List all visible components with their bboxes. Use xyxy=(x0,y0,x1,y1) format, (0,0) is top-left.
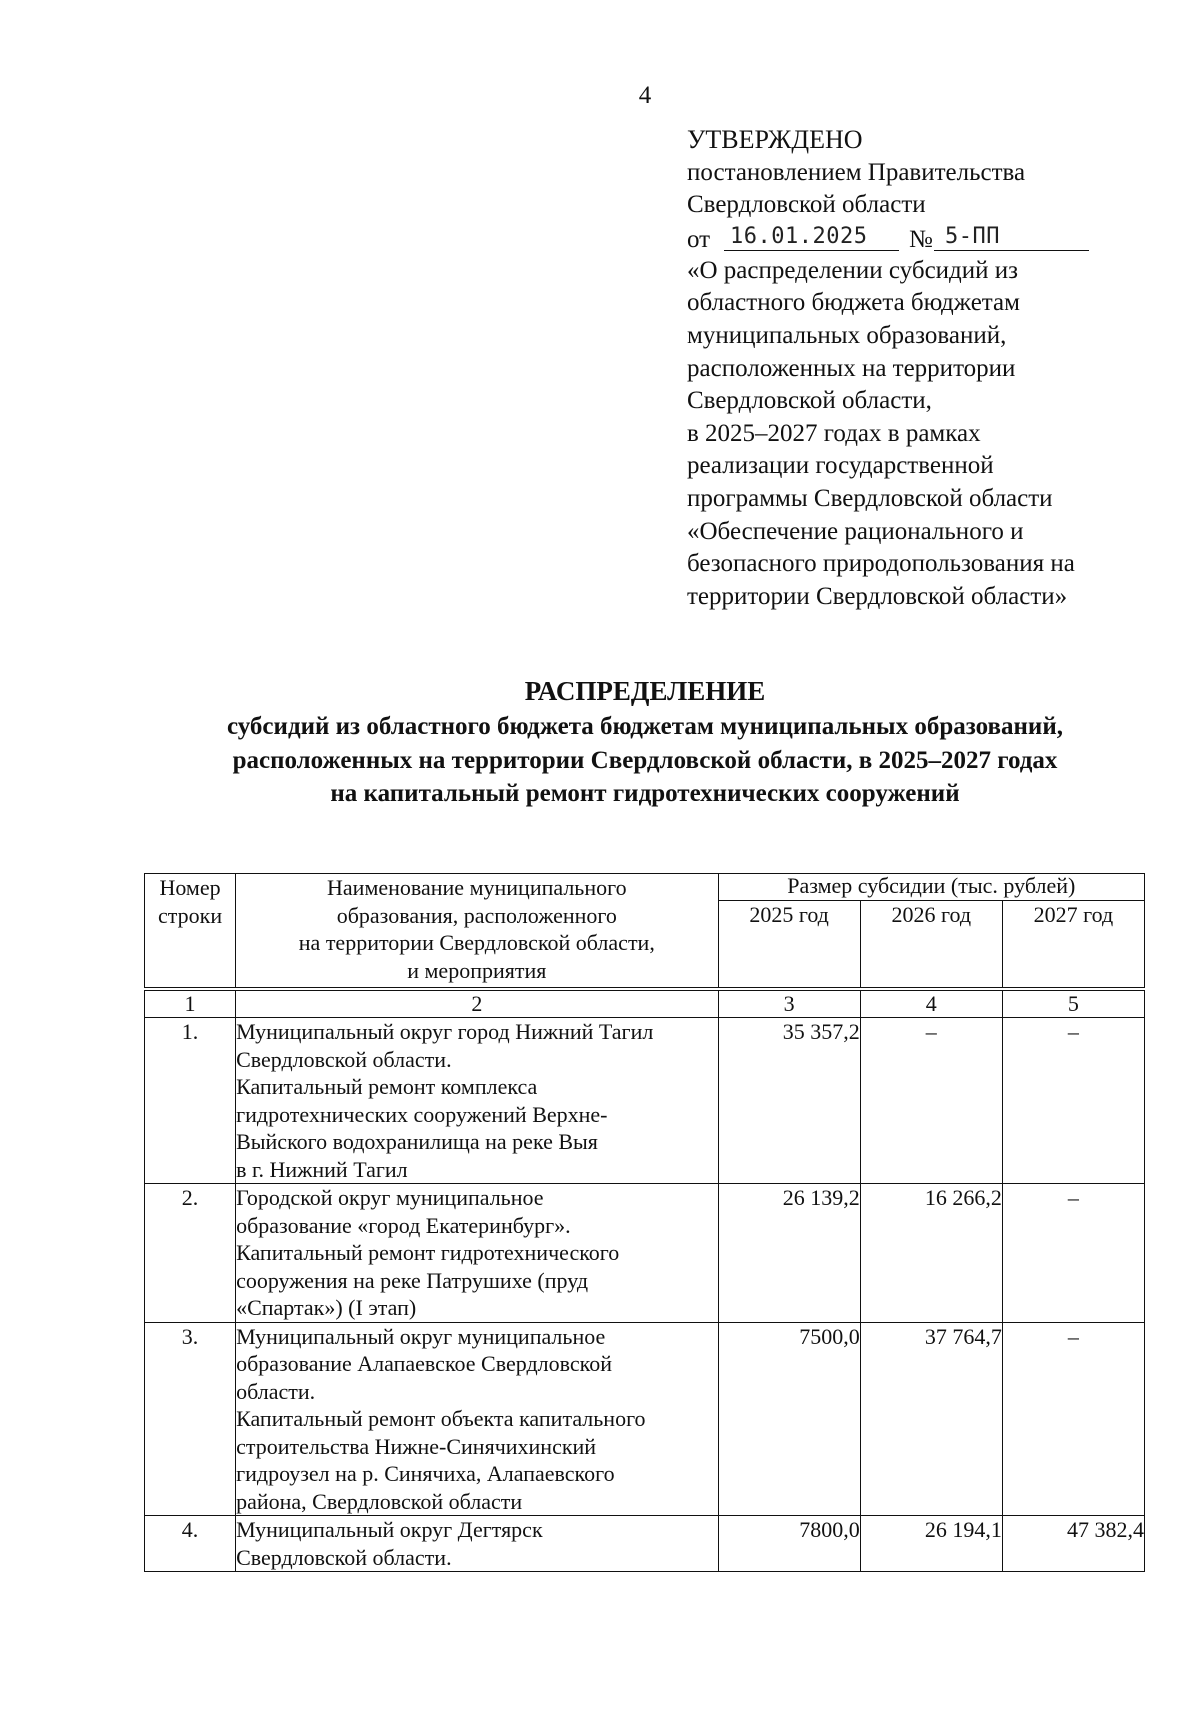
subject-line: безопасного природопользования на xyxy=(687,550,1075,578)
date-number-line xyxy=(687,222,1167,255)
approval-line: Свердловской области xyxy=(687,191,926,219)
row-name: Муниципальный округ муниципальное образование Алапаевское Свердловской области. Капитальный ремонт объекта капитального строительства Нижне-Синячихинский гидроузел на р. Синячиха, Алапаевского района, Свердловской области xyxy=(236,1322,718,1516)
row-number: 3. xyxy=(145,1322,236,1516)
table-row xyxy=(145,1184,1145,1323)
value-2027: 47 382,4 xyxy=(1002,1516,1144,1572)
table-header-row xyxy=(145,874,1145,901)
value-2026: 16 266,2 xyxy=(860,1184,1002,1323)
date-prefix: от xyxy=(687,225,711,253)
subject-line: в 2025–2027 годах в рамках xyxy=(687,419,981,447)
subject-line: программы Свердловской области xyxy=(687,484,1053,512)
approval-block xyxy=(687,124,1167,613)
subject-line: реализации государственной xyxy=(687,452,994,480)
approved-label: УТВЕРЖДЕНО xyxy=(687,125,863,154)
page-number: 4 xyxy=(638,82,652,109)
value-2027: – xyxy=(1002,1018,1144,1184)
column-number: 3 xyxy=(718,989,860,1018)
column-number: 5 xyxy=(1002,989,1144,1018)
subject-line: областного бюджета бюджетам xyxy=(687,289,1020,317)
row-number: 2. xyxy=(145,1184,236,1323)
table-row xyxy=(145,1018,1145,1184)
subject-line: «О распределении субсидий из xyxy=(687,256,1019,284)
subject-line: Свердловской области, xyxy=(687,387,932,415)
row-name: Муниципальный округ Дегтярск Свердловской области. xyxy=(236,1516,718,1572)
table-row xyxy=(145,1516,1145,1572)
value-2025: 35 357,2 xyxy=(718,1018,860,1184)
header-subsidy-size: Размер субсидии (тыс. рублей) xyxy=(718,874,1144,901)
value-2025: 7800,0 xyxy=(718,1516,860,1572)
decree-date: 16.01.2025 xyxy=(724,222,899,251)
title-heading: РАСПРЕДЕЛЕНИЕ xyxy=(524,676,766,706)
number-prefix: № xyxy=(909,225,933,253)
header-year-2026: 2026 год xyxy=(860,901,1002,990)
column-number-row xyxy=(145,989,1145,1018)
row-number: 1. xyxy=(145,1018,236,1184)
document-title xyxy=(130,674,1160,811)
row-number: 4. xyxy=(145,1516,236,1572)
value-2025: 26 139,2 xyxy=(718,1184,860,1323)
subject-line: «Обеспечение рационального и xyxy=(687,517,1024,545)
row-name: Городской округ муниципальное образование «город Екатеринбург». Капитальный ремонт гидротехнического сооружения на реке Патрушихе (пруд «Спартак») (I этап) xyxy=(236,1184,718,1323)
value-2025: 7500,0 xyxy=(718,1322,860,1516)
subject-line: муниципальных образований, xyxy=(687,321,1007,349)
header-row-number: Номер строки xyxy=(145,874,236,990)
column-number: 4 xyxy=(860,989,1002,1018)
value-2026: – xyxy=(860,1018,1002,1184)
subsidy-table xyxy=(144,873,1145,1572)
title-line: расположенных на территории Свердловской области, в 2025–2027 годах xyxy=(232,746,1058,774)
decree-number: 5-ПП xyxy=(934,222,1089,251)
subject-line: территории Свердловской области» xyxy=(687,582,1068,610)
row-name: Муниципальный округ город Нижний Тагил Свердловской области. Капитальный ремонт комплекса гидротехнических сооружений Верхне- Выйского водохранилища на реке Выя в г. Нижний Тагил xyxy=(236,1018,718,1184)
value-2026: 26 194,1 xyxy=(860,1516,1002,1572)
header-year-2025: 2025 год xyxy=(718,901,860,990)
column-number: 1 xyxy=(145,989,236,1018)
column-number: 2 xyxy=(236,989,718,1018)
value-2026: 37 764,7 xyxy=(860,1322,1002,1516)
table-row xyxy=(145,1322,1145,1516)
value-2027: – xyxy=(1002,1322,1144,1516)
approval-line: постановлением Правительства xyxy=(687,158,1026,186)
header-name: Наименование муниципального образования, расположенного на территории Свердловской области, и мероприятия xyxy=(236,874,718,990)
subject-line: расположенных на территории xyxy=(687,354,1016,382)
header-year-2027: 2027 год xyxy=(1002,901,1144,990)
title-line: субсидий из областного бюджета бюджетам муниципальных образований, xyxy=(227,713,1063,740)
value-2027: – xyxy=(1002,1184,1144,1323)
title-line: на капитальный ремонт гидротехнических сооружений xyxy=(330,780,960,807)
